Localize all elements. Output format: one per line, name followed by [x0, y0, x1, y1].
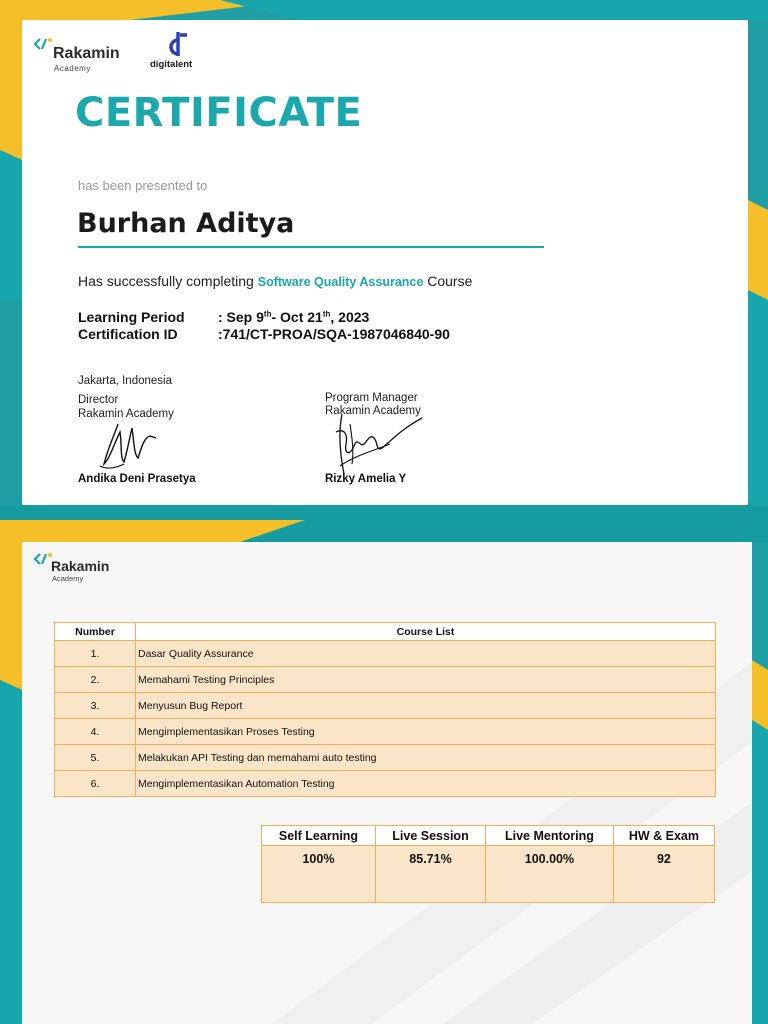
code-bracket-icon: [33, 552, 53, 566]
signature-2-image: [330, 404, 430, 484]
signer1-role: Director: [78, 394, 119, 406]
table-row: [55, 641, 716, 667]
cert-id-label: Certification ID: [78, 326, 178, 342]
signer2-name: Rizky Amelia Y: [325, 473, 407, 485]
course-name-cell: Melakukan API Testing dan memahami auto testing: [136, 745, 716, 771]
course-name: Software Quality Assurance: [257, 275, 424, 289]
course-number: 6.: [55, 771, 136, 797]
signer2-org: Rakamin Academy: [325, 405, 421, 417]
period-start-suffix: th: [263, 309, 272, 319]
course-name-cell: Dasar Quality Assurance: [136, 641, 716, 667]
transcript-logo-text: Rakamin: [51, 558, 110, 574]
course-column-header: Course List: [136, 623, 716, 641]
course-name-cell: Menyusun Bug Report: [136, 693, 716, 719]
self-learning-header: Self Learning: [262, 826, 376, 846]
table-row: [55, 745, 716, 771]
learning-period-value: [218, 309, 369, 325]
signature-1-image: [98, 418, 160, 470]
live-mentoring-header: Live Mentoring: [486, 826, 614, 846]
location-text: Jakarta, Indonesia: [78, 375, 172, 387]
scores-value-row: [262, 846, 715, 903]
live-mentoring-score: 100.00%: [486, 846, 614, 903]
number-column-header: Number: [55, 623, 136, 641]
code-bracket-icon: [33, 37, 53, 51]
hw-exam-score: 92: [613, 846, 714, 903]
course-number: 2.: [55, 667, 136, 693]
signer2-role: Program Manager: [325, 392, 418, 404]
completion-prefix: Has successfully completing: [78, 273, 254, 289]
digitalent-logo: [150, 30, 200, 72]
course-name-cell: Mengimplementasikan Proses Testing: [136, 719, 716, 745]
course-table-header: [55, 623, 716, 641]
course-number: 4.: [55, 719, 136, 745]
period-year: , 2023: [330, 309, 370, 325]
hw-exam-header: HW & Exam: [613, 826, 714, 846]
scores-header-row: [262, 826, 715, 846]
table-row: [55, 771, 716, 797]
signer1-name: Andika Deni Prasetya: [78, 473, 196, 485]
period-end: - Oct 21: [271, 309, 323, 325]
course-number: 3.: [55, 693, 136, 719]
digitalent-mark-icon: [166, 30, 190, 58]
certificate-title: CERTIFICATE: [75, 90, 363, 136]
learning-period-label: Learning Period: [78, 309, 185, 325]
name-underline: [78, 246, 544, 248]
rakamin-logo-text: Rakamin: [53, 45, 120, 62]
live-session-score: 85.71%: [375, 846, 485, 903]
transcript-logo-subtext: Academy: [52, 574, 84, 583]
course-number: 1.: [55, 641, 136, 667]
recipient-name: Burhan Aditya: [77, 208, 295, 239]
rakamin-logo-subtext: Academy: [54, 64, 91, 73]
course-list-table: [54, 622, 716, 797]
table-row: [55, 667, 716, 693]
table-row: [55, 719, 716, 745]
period-start: : Sep 9: [218, 309, 264, 325]
table-row: [55, 693, 716, 719]
scores-table: [261, 825, 715, 903]
completion-suffix: Course: [427, 273, 473, 289]
live-session-header: Live Session: [375, 826, 485, 846]
presented-to-text: has been presented to: [78, 178, 208, 193]
completion-sentence: [78, 273, 472, 289]
self-learning-score: 100%: [262, 846, 376, 903]
cert-id-value: :741/CT-PROA/SQA-1987046840-90: [218, 326, 450, 342]
course-number: 5.: [55, 745, 136, 771]
signer1-org: Rakamin Academy: [78, 408, 174, 420]
course-name-cell: Memahami Testing Principles: [136, 667, 716, 693]
period-end-suffix: th: [322, 309, 331, 319]
digitalent-logo-text: digitalent: [150, 59, 193, 70]
course-name-cell: Mengimplementasikan Automation Testing: [136, 771, 716, 797]
